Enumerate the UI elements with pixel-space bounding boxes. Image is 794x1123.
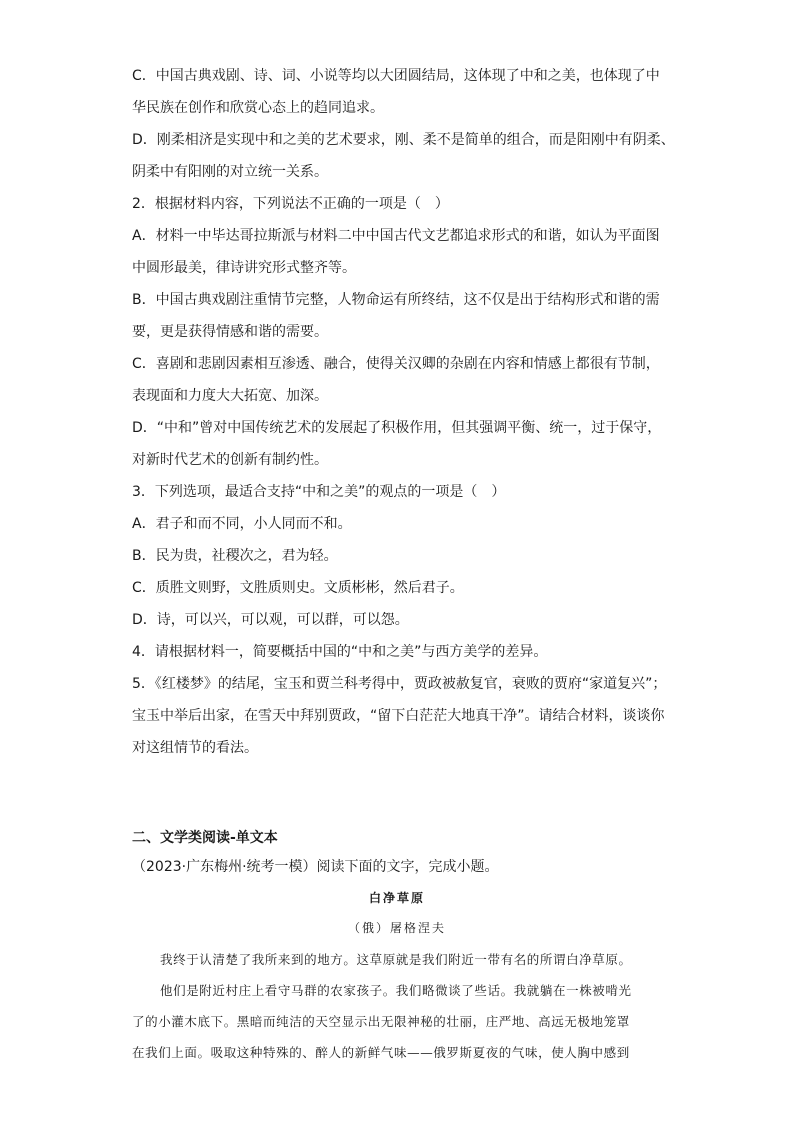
q1-option-c-line-2: 华民族在创作和欣赏心态上的趋同追求。 [132, 100, 384, 116]
q5-stem-line-3: 对这组情节的看法。 [132, 740, 258, 756]
passage-paragraph-2-line-2: 了的小灌木底下。黑暗而纯洁的天空显示出无限神秘的壮丽，庄严地、高远无极地笼罩 [132, 1014, 630, 1029]
q1-option-d-line-2: 阴柔中有阳刚的对立统一关系。 [132, 164, 328, 180]
q2-option-d-line-1: D．“中和”曾对中国传统艺术的发展起了积极作用，但其强调平衡、统一，过于保守， [132, 420, 662, 436]
passage-paragraph-2-line-1: 他们是附近村庄上看守马群的农家孩子。我们略微谈了些话。我就躺在一株被啃光 [160, 983, 632, 998]
q2-option-a-line-1: A．材料一中毕达哥拉斯派与材料二中中国古代文艺都追求形式的和谐，如认为平面图 [132, 228, 660, 244]
q5-stem-line-2: 宝玉中举后出家，在雪天中拜别贾政，“留下白茫茫大地真干净”。请结合材料，谈谈你 [132, 708, 665, 724]
section-heading: 二、文学类阅读-单文本 [132, 830, 278, 846]
q3-option-d: D．诗，可以兴，可以观，可以群，可以怨。 [132, 612, 409, 628]
q4-stem: 4．请根据材料一，简要概括中国的“中和之美”与西方美学的差异。 [132, 644, 548, 660]
passage-paragraph-2-line-3: 在我们上面。吸取这种特殊的、醉人的新鲜气味——俄罗斯夏夜的气味，使人胸中感到 [132, 1045, 630, 1060]
passage-paragraph-1: 我终于认清楚了我所来到的地方。这草原就是我们附近一带有名的所谓白净草原。 [160, 952, 632, 967]
q2-option-b-line-2: 要，更是获得情感和谐的需要。 [132, 324, 328, 340]
q5-stem-line-1: 5．《红楼梦》的结尾，宝玉和贾兰科考得中，贾政被赦复官，衰败的贾府“家道复兴”； [132, 676, 667, 692]
q1-option-c-line-1: C．中国古典戏剧、诗、词、小说等均以大团圆结局，这体现了中和之美，也体现了中 [132, 68, 660, 84]
q2-option-d-line-2: 对新时代艺术的创新有制约性。 [132, 452, 328, 468]
q3-option-b: B．民为贵，社稷次之，君为轻。 [132, 548, 338, 564]
q2-option-c-line-2: 表现面和力度大大拓宽、加深。 [132, 388, 328, 404]
q2-option-a-line-2: 中圆形最美，律诗讲究形式整齐等。 [132, 260, 356, 276]
q3-option-a: A．君子和而不同，小人同而不和。 [132, 516, 352, 532]
q2-option-c-line-1: C．喜剧和悲剧因素相互渗透、融合，使得关汉卿的杂剧在内容和情感上都很有节制， [132, 356, 660, 372]
q1-option-d-line-1: D．刚柔相济是实现中和之美的艺术要求，刚、柔不是简单的组合，而是阳刚中有阴柔、 [132, 132, 675, 148]
q3-option-c: C．质胜文则野，文胜质则史。文质彬彬，然后君子。 [132, 580, 464, 596]
passage-author: （俄）屠格涅夫 [347, 921, 446, 935]
q2-option-b-line-1: B．中国古典戏剧注重情节完整，人物命运有所终结，这不仅是出于结构形式和谐的需 [132, 292, 660, 308]
source-line: （2023·广东梅州·统考一模）阅读下面的文字，完成小题。 [132, 859, 499, 875]
passage-title: 白净草原 [368, 891, 425, 905]
q3-stem: 3．下列选项，最适合支持“中和之美”的观点的一项是（ ） [132, 484, 506, 500]
q2-stem: 2．根据材料内容，下列说法不正确的一项是（ ） [132, 196, 449, 212]
